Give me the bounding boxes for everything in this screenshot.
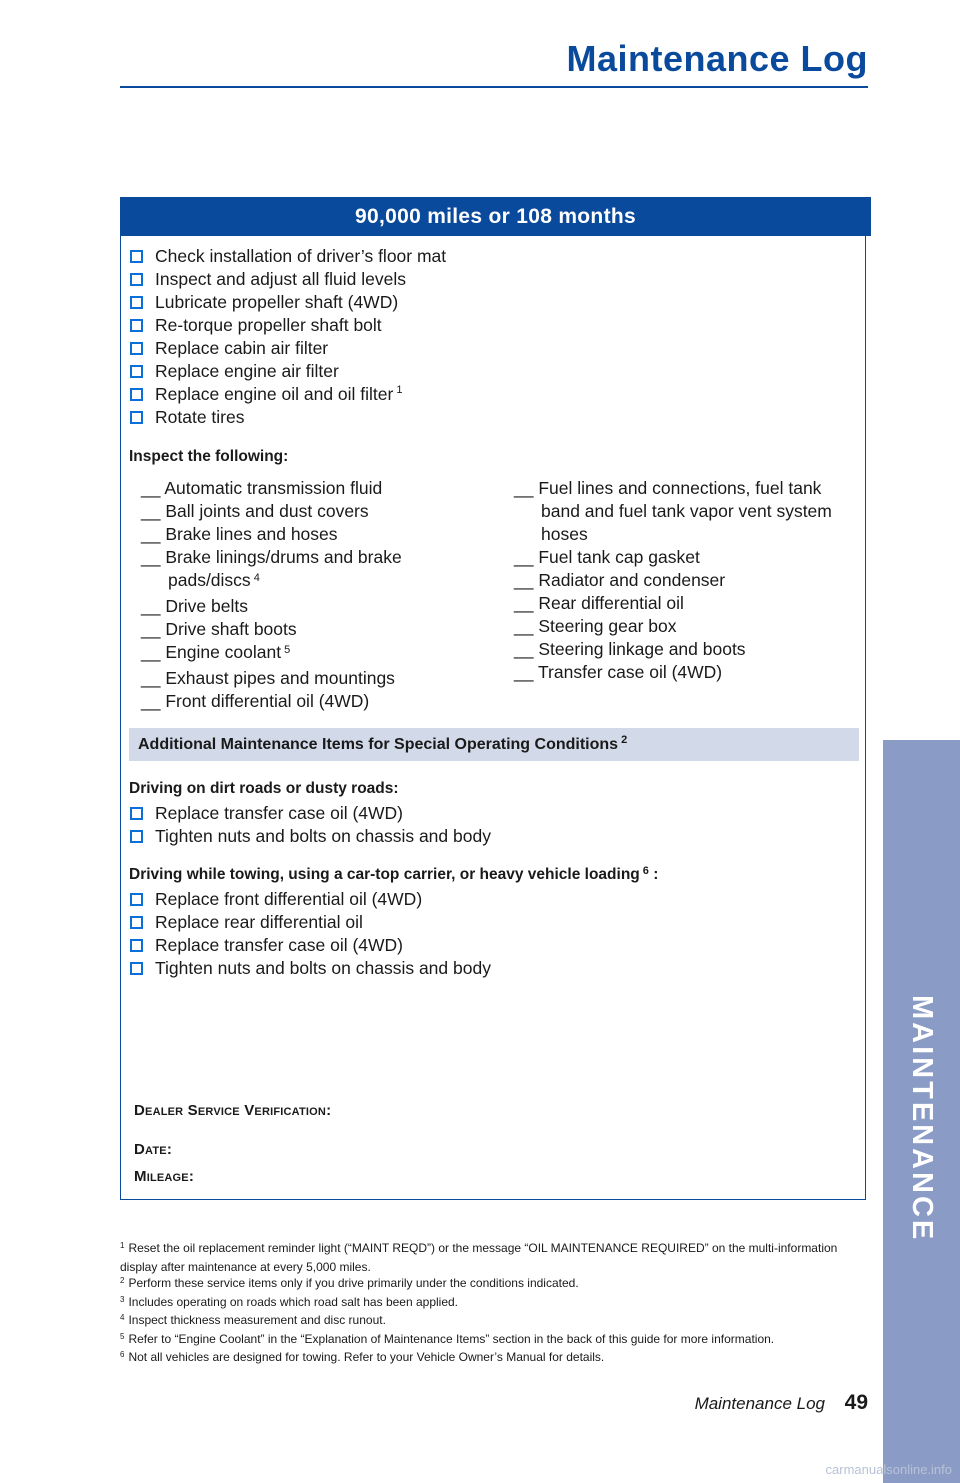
- checklist-item-label: Replace front differential oil (4WD): [155, 888, 423, 909]
- dirt-roads-heading: Driving on dirt roads or dusty roads:: [129, 780, 399, 797]
- inspect-list-right: [514, 477, 832, 684]
- checkbox[interactable]: [130, 411, 143, 424]
- checklist-item-label: Replace transfer case oil (4WD): [155, 802, 403, 823]
- footnote-ref: 5: [284, 644, 291, 656]
- footnote: $^3$ Includes operating on roads which road salt has been applied.: [120, 1294, 459, 1309]
- checklist-item-label: Inspect and adjust all fluid levels: [155, 268, 406, 289]
- checklist-item-label: Replace transfer case oil (4WD): [155, 934, 403, 955]
- checklist-item: [130, 825, 491, 847]
- inspect-heading: Inspect the following:: [129, 448, 289, 465]
- inspection-item: __ Brake lines and hoses: [141, 524, 338, 544]
- date-label: Date:: [134, 1141, 173, 1158]
- checklist-item: [130, 337, 328, 359]
- footnote-number: 4: [120, 1313, 125, 1322]
- checklist-item-label: Replace cabin air filter: [155, 337, 329, 358]
- towing-heading: [129, 866, 658, 884]
- checklist-item: [130, 245, 446, 267]
- maintenance-card: [120, 197, 866, 1200]
- inspection-item: hoses: [541, 524, 588, 544]
- checklist-item-label: Replace engine air filter: [155, 361, 339, 381]
- checklist-item: [130, 957, 491, 979]
- inspection-item: __ Steering linkage and boots: [514, 639, 746, 659]
- checklist-item: [130, 407, 244, 429]
- checklist-item-label: Re-torque propeller shaft bolt: [155, 314, 382, 335]
- checkbox[interactable]: [130, 319, 143, 332]
- checkbox[interactable]: [130, 342, 143, 355]
- footer-section-label: Maintenance Log: [694, 1394, 825, 1413]
- footnote: $^6$ Not all vehicles are designed for towing. Refer to your Vehicle Owner’s Manual for details.: [120, 1350, 605, 1364]
- interval-heading: 90,000 miles or 108 months: [120, 197, 871, 236]
- inspection-item: __ Fuel lines and connections, fuel tank: [514, 478, 822, 498]
- checklist-item-label: Tighten nuts and bolts on chassis and body: [155, 957, 491, 978]
- inspection-item: __ Ball joints and dust covers: [141, 501, 369, 521]
- inspection-item: __ Drive shaft boots: [141, 619, 297, 639]
- title-rule: [120, 86, 868, 88]
- footnote-ref: 1: [396, 383, 403, 396]
- checklist-item: [130, 361, 339, 383]
- checkbox[interactable]: [130, 250, 143, 263]
- checklist-item-label: Lubricate propeller shaft (4WD): [155, 291, 399, 312]
- inspection-item: __ Rear differential oil: [514, 593, 684, 613]
- checkbox[interactable]: [130, 365, 143, 378]
- checklist-item-label: Check installation of driver’s floor mat: [155, 245, 447, 266]
- footnote: $^5$ Refer to “Engine Coolant” in the “Explanation of Maintenance Items” section in the back of this guide for more information.: [120, 1331, 775, 1346]
- checklist-item: [130, 268, 406, 290]
- footnote-number: 2: [120, 1276, 125, 1285]
- checkbox[interactable]: [130, 916, 143, 929]
- inspection-item: __ Front differential oil (4WD): [141, 691, 370, 711]
- footnote: $^1$ Reset the oil replacement reminder light (“MAINT REQD”) or the message “OIL MAINTENANCE REQUIRED” on the multi-information display after maintenance at every 5,000 miles.: [120, 1241, 838, 1274]
- checklist-item: [130, 888, 422, 910]
- section-tab-label: MAINTENANCE: [906, 995, 938, 1243]
- inspection-item: __ Automatic transmission fluid: [141, 478, 383, 498]
- dealer-verification-label: Dealer Service Verification:: [134, 1102, 332, 1119]
- inspection-item: pads/discs $^4$: [168, 570, 260, 590]
- checklist-item-label: Tighten nuts and bolts on chassis and body: [155, 825, 491, 846]
- special-heading-text: Additional Maintenance Items for Special Operating Conditions: [138, 735, 619, 753]
- inspection-item: __ Exhaust pipes and mountings: [141, 668, 395, 688]
- checkbox[interactable]: [130, 830, 143, 843]
- checklist-item: [130, 314, 382, 336]
- footnote-number: 5: [120, 1331, 125, 1341]
- section-tab: [883, 740, 960, 1483]
- inspection-item: __ Transfer case oil (4WD): [514, 662, 723, 682]
- inspection-item: __ Fuel tank cap gasket: [514, 547, 700, 567]
- checkbox[interactable]: [130, 962, 143, 975]
- checkbox[interactable]: [130, 388, 143, 401]
- footnote: $^4$ Inspect thickness measurement and disc runout.: [120, 1313, 386, 1327]
- checklist-item: [130, 291, 398, 313]
- inspection-item: __ Steering gear box: [514, 616, 677, 636]
- footnote-ref: 4: [253, 572, 260, 584]
- footnote: $^2$ Perform these service items only if you drive primarily under the conditions indicated.: [120, 1276, 579, 1290]
- mileage-label: Mileage:: [134, 1168, 195, 1185]
- checklist-item-label: Replace rear differential oil: [155, 911, 363, 932]
- checkbox[interactable]: [130, 273, 143, 286]
- inspection-item: __ Brake linings/drums and brake: [141, 547, 402, 567]
- inspect-list-left: [141, 477, 402, 713]
- inspection-item: __ Drive belts: [141, 596, 248, 616]
- towing-heading-note: 6: [642, 865, 649, 877]
- checklist-item: [130, 802, 403, 824]
- page-title: Maintenance Log: [566, 38, 868, 79]
- page-number: 49: [844, 1391, 868, 1414]
- checkbox[interactable]: [130, 893, 143, 906]
- footnote-number: 1: [120, 1241, 125, 1250]
- towing-heading-colon: :: [648, 866, 659, 883]
- inspection-item: __ Radiator and condenser: [514, 570, 726, 590]
- checklist-item-label: Replace engine oil and oil filter: [155, 384, 394, 405]
- inspection-item: band and fuel tank vapor vent system: [541, 501, 832, 521]
- watermark: carmanualsonline.info: [825, 1462, 952, 1477]
- footnote-number: 6: [120, 1350, 125, 1359]
- checklist-item-label: Rotate tires: [155, 407, 245, 428]
- checkbox[interactable]: [130, 807, 143, 820]
- checklist-item: [130, 384, 402, 406]
- towing-heading-text: Driving while towing, using a car-top carrier, or heavy vehicle loading: [129, 866, 640, 883]
- inspection-item: __ Engine coolant $^5$: [141, 642, 291, 662]
- checklist-item: [130, 911, 363, 933]
- footnotes: [120, 1240, 865, 1368]
- footnote-number: 3: [120, 1294, 125, 1304]
- checklist-item: [130, 934, 403, 956]
- checkbox[interactable]: [130, 296, 143, 309]
- special-conditions-heading: [129, 728, 859, 761]
- special-heading-note: 2: [621, 733, 628, 746]
- checkbox[interactable]: [130, 939, 143, 952]
